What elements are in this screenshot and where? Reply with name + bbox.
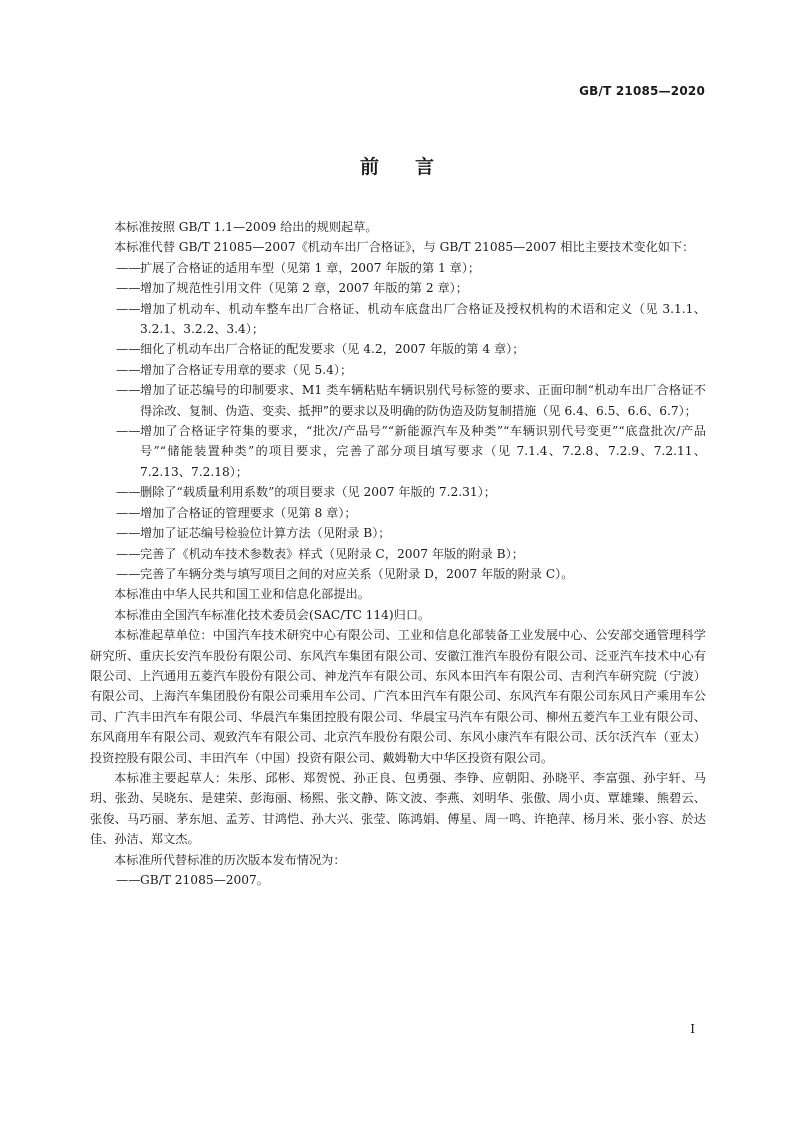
proposed-by: 本标准由中华人民共和国工业和信息化部提出。 — [114, 587, 370, 602]
list-item: —— 完善了车辆分类与填写项目之间的对应关系（见附录 D，2007 年版的附录 C）。 — [116, 566, 574, 581]
list-item: —— 完善了《机动车技术参数表》样式（见附录 C，2007 年版的附录 B）； — [116, 546, 524, 561]
list-item: —— 增加了证芯编号的印制要求、M1 类车辆粘贴车辆识别代号标签的要求、正面印制“机动车出厂合格证不得涂改、复制、伪造、变卖、抵押”的要求以及明确的防伪造及防复制措施（见 6.4、6.5、6.6、6.7）； — [116, 383, 706, 418]
intro-paragraph: 本标准按照 GB/T 1.1—2009 给出的规则起草。 — [114, 220, 378, 234]
page-number: I — [690, 1022, 695, 1036]
list-item: —— 增加了规范性引用文件（见第 2 章，2007 年版的第 2 章）； — [116, 281, 468, 296]
foreword-body — [90, 217, 706, 890]
standard-code: GB/T 21085—2020 — [579, 84, 705, 98]
list-item: —— 增加了合格证专用章的要求（见 5.4）； — [116, 362, 353, 377]
centralized-by: 本标准由全国汽车标准化技术委员会(SAC/TC 114)归口。 — [114, 607, 431, 622]
list-item: —— 增加了机动车、机动车整车出厂合格证、机动车底盘出厂合格证及授权机构的术语和定义（见 3.1.1、3.2.1、3.2.2、3.4）； — [116, 301, 706, 337]
list-item: —— 删除了“载质量利用系数”的项目要求（见 2007 年版的 7.2.31）； — [116, 485, 496, 500]
drafters: 本标准主要起草人：朱彤、邱彬、郑贺悦、孙正良、包勇强、李铮、应朝阳、孙晓平、李富强、孙宇轩、马玥、张劲、吴晓东、是建荣、彭海丽、杨熙、张文静、陈文波、李燕、刘明华、张傲、周小贞、覃雄臻、熊碧云、张俊、马巧丽、茅东旭、孟芳、甘鸿恺、孙大兴、张莹、陈鸿娟、傅星、周一鸣、许艳萍、杨月米、张小容、於达佳、孙洁、郑文杰。 — [90, 770, 706, 847]
history-intro: 本标准所代替标准的历次版本发布情况为： — [114, 852, 346, 867]
list-item: —— 增加了证芯编号检验位计算方法（见附录 B）； — [116, 526, 391, 541]
list-item: —— 扩展了合格证的适用车型（见第 1 章，2007 年版的第 1 章）； — [116, 260, 481, 275]
drafting-units: 本标准起草单位：中国汽车技术研究中心有限公司、工业和信息化部装备工业发展中心、公安部交通管理科学研究所、重庆长安汽车股份有限公司、东风汽车集团有限公司、安徽江淮汽车股份有限公司、泛亚汽车技术中心有限公司、上汽通用五菱汽车股份有限公司、神龙汽车有限公司、东风本田汽车有限公司、吉利汽车研究院（宁波）有限公司、上海汽车集团股份有限公司乘用车公司、广汽本田汽车有限公司、东风汽车有限公司东风日产乘用车公司、广汽丰田汽车有限公司、华晨汽车集团控股有限公司、华晨宝马汽车有限公司、柳州五菱汽车工业有限公司、东风商用车有限公司、观致汽车有限公司、北京汽车股份有限公司、东风小康汽车有限公司、沃尔沃汽车（亚太）投资控股有限公司、丰田汽车（中国）投资有限公司、戴姆勒大中华区投资有限公司。 — [90, 628, 706, 765]
list-item: —— 增加了合格证的管理要求（见第 8 章）； — [116, 505, 357, 520]
list-item: —— 细化了机动车出厂合格证的配发要求（见 4.2，2007 年版的第 4 章）； — [116, 342, 525, 357]
page-title: 前言 — [359, 156, 470, 178]
intro-paragraph: 本标准代替 GB/T 21085—2007《机动车出厂合格证》，与 GB/T 21085—2007 相比主要技术变化如下： — [114, 240, 695, 255]
list-item: —— 增加了合格证字符集的要求，“批次/产品号”“新能源汽车及种类”“车辆识别代号变更”“底盘批次/产品号”“储能装置种类”的项目要求，完善了部分项目填写要求（见 7.1.4、7.2.8、7.2.9、7.2.11、7.2.13、7.2.18）； — [116, 424, 706, 479]
history-item: —— GB/T 21085—2007。 — [116, 873, 269, 887]
changes-list — [90, 258, 706, 585]
